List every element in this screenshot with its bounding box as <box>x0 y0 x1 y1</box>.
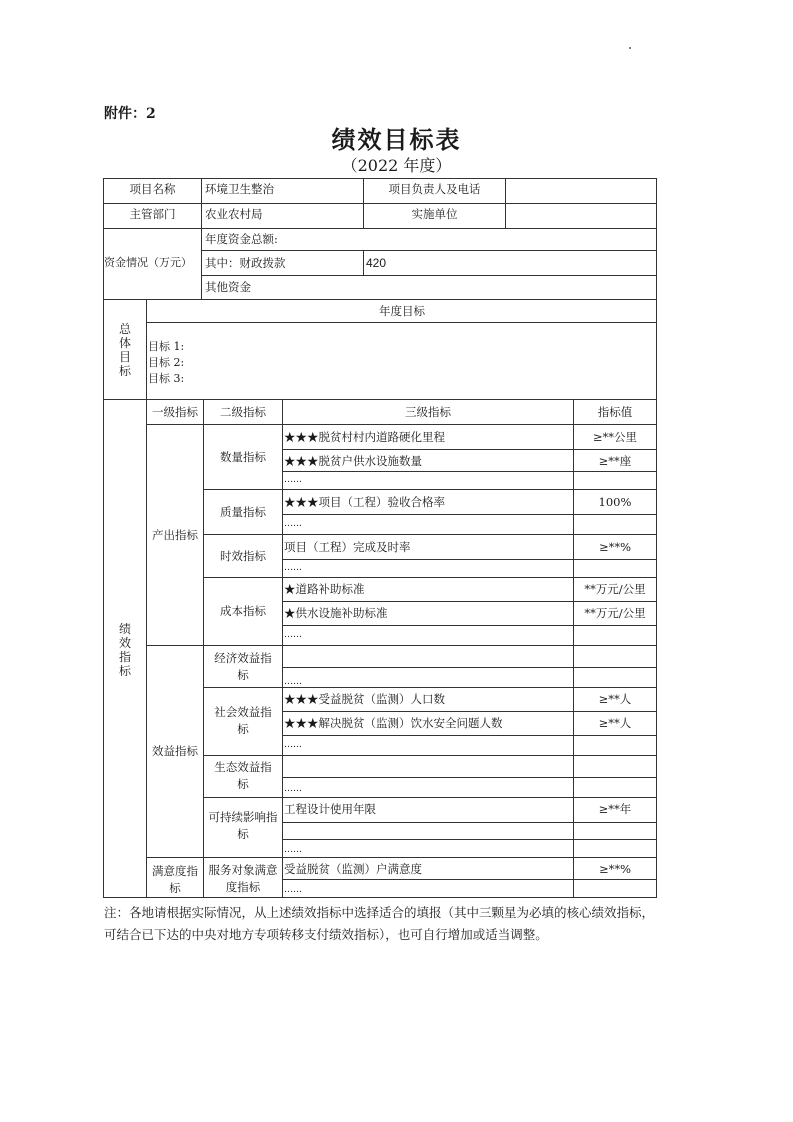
header-level1: 一级指标 <box>152 405 198 419</box>
page-title: 绩效目标表 <box>331 125 462 154</box>
overall-goal-label: 总体目标 <box>118 322 131 378</box>
indicator-row: ★供水设施补助标准 <box>284 606 388 620</box>
indicator-value: ≥**% <box>598 862 632 876</box>
indicator-value: ≥**年 <box>598 802 632 816</box>
performance-indicator-label: 绩效指标 <box>118 622 131 678</box>
indicator-value: ≥**公里 <box>592 430 638 444</box>
page-subtitle: （2022 年度） <box>341 156 452 175</box>
indicator-value: **万元/公里 <box>584 606 646 620</box>
level1-output: 产出指标 <box>152 528 198 542</box>
indicator-row: ★★★受益脱贫（监测）人口数 <box>284 692 445 706</box>
level1-satisfaction: 满意度指标 <box>152 864 198 895</box>
project-name-value: 环境卫生整治 <box>205 182 274 196</box>
indicator-row: …… <box>284 845 302 855</box>
attachment-label: 附件：2 <box>104 106 156 122</box>
indicator-row: 受益脱贫（监测）户满意度 <box>284 862 422 876</box>
funds-label: 资金情况（万元） <box>104 256 192 269</box>
goal-item: 目标 1: <box>148 340 185 353</box>
level2-service-satisfaction: 服务对象满意度指标 <box>208 863 278 894</box>
indicator-value: ≥**人 <box>598 716 632 730</box>
level2-quality: 质量指标 <box>220 505 266 519</box>
annual-goal-header: 年度目标 <box>379 304 425 318</box>
indicator-value: ≥**座 <box>598 454 632 468</box>
indicator-row: …… <box>284 677 302 687</box>
header-level2: 二级指标 <box>220 405 266 419</box>
indicator-row: …… <box>284 630 302 640</box>
footnote: 注：各地请根据实际情况，从上述绩效指标中选择适合的填报（其中三颗星为必填的核心绩效指标，可结合已下达的中央对地方专项转移支付绩效指标），也可自行增加或适当调整。 <box>104 905 655 942</box>
dept-value: 农业农村局 <box>205 207 263 221</box>
dept-label: 主管部门 <box>129 207 176 221</box>
goal-list <box>148 339 184 387</box>
indicator-row: ★★★脱贫村村内道路硬化里程 <box>284 430 445 444</box>
header-level3: 三级指标 <box>405 405 451 419</box>
level2-quantity: 数量指标 <box>220 450 266 464</box>
indicator-row: 项目（工程）完成及时率 <box>284 540 411 554</box>
level2-sustainable: 可持续影响指标 <box>208 810 278 841</box>
funds-fiscal-label: 其中：财政拨款 <box>205 256 286 270</box>
indicator-row: …… <box>284 740 302 750</box>
level1-benefit: 效益指标 <box>152 744 198 758</box>
indicator-value: ≥**% <box>598 540 632 554</box>
level2-social: 社会效益指标 <box>214 705 272 736</box>
project-name-label: 项目名称 <box>129 182 176 196</box>
indicator-row: ★道路补助标准 <box>284 582 365 596</box>
impl-label: 实施单位 <box>411 207 458 221</box>
indicator-row: …… <box>284 519 302 529</box>
indicator-row: …… <box>284 475 302 485</box>
contact-label: 项目负责人及电话 <box>388 182 481 196</box>
level2-economic: 经济效益指标 <box>214 651 272 682</box>
indicator-value: 100% <box>598 495 632 509</box>
indicator-row: 工程设计使用年限 <box>284 802 376 816</box>
indicator-value: **万元/公里 <box>584 582 646 596</box>
scan-speck <box>629 47 631 49</box>
indicator-row: ★★★解决脱贫（监测）饮水安全问题人数 <box>284 716 503 730</box>
funds-other-label: 其他资金 <box>205 280 251 294</box>
indicator-row: …… <box>284 784 302 794</box>
goal-item: 目标 2: <box>148 356 185 369</box>
funds-fiscal-value: 420 <box>366 256 387 270</box>
indicator-row: …… <box>284 885 302 895</box>
header-value: 指标值 <box>597 405 633 419</box>
level2-timeliness: 时效指标 <box>220 549 266 563</box>
level2-cost: 成本指标 <box>220 604 266 618</box>
goal-item: 目标 3: <box>148 372 185 385</box>
funds-total-label: 年度资金总额: <box>205 232 278 246</box>
indicator-row: …… <box>284 563 302 573</box>
indicator-row: ★★★脱贫户供水设施数量 <box>284 454 422 468</box>
indicator-row: ★★★项目（工程）验收合格率 <box>284 495 445 509</box>
level2-ecological: 生态效益指标 <box>214 760 272 791</box>
indicator-value: ≥**人 <box>598 692 632 706</box>
